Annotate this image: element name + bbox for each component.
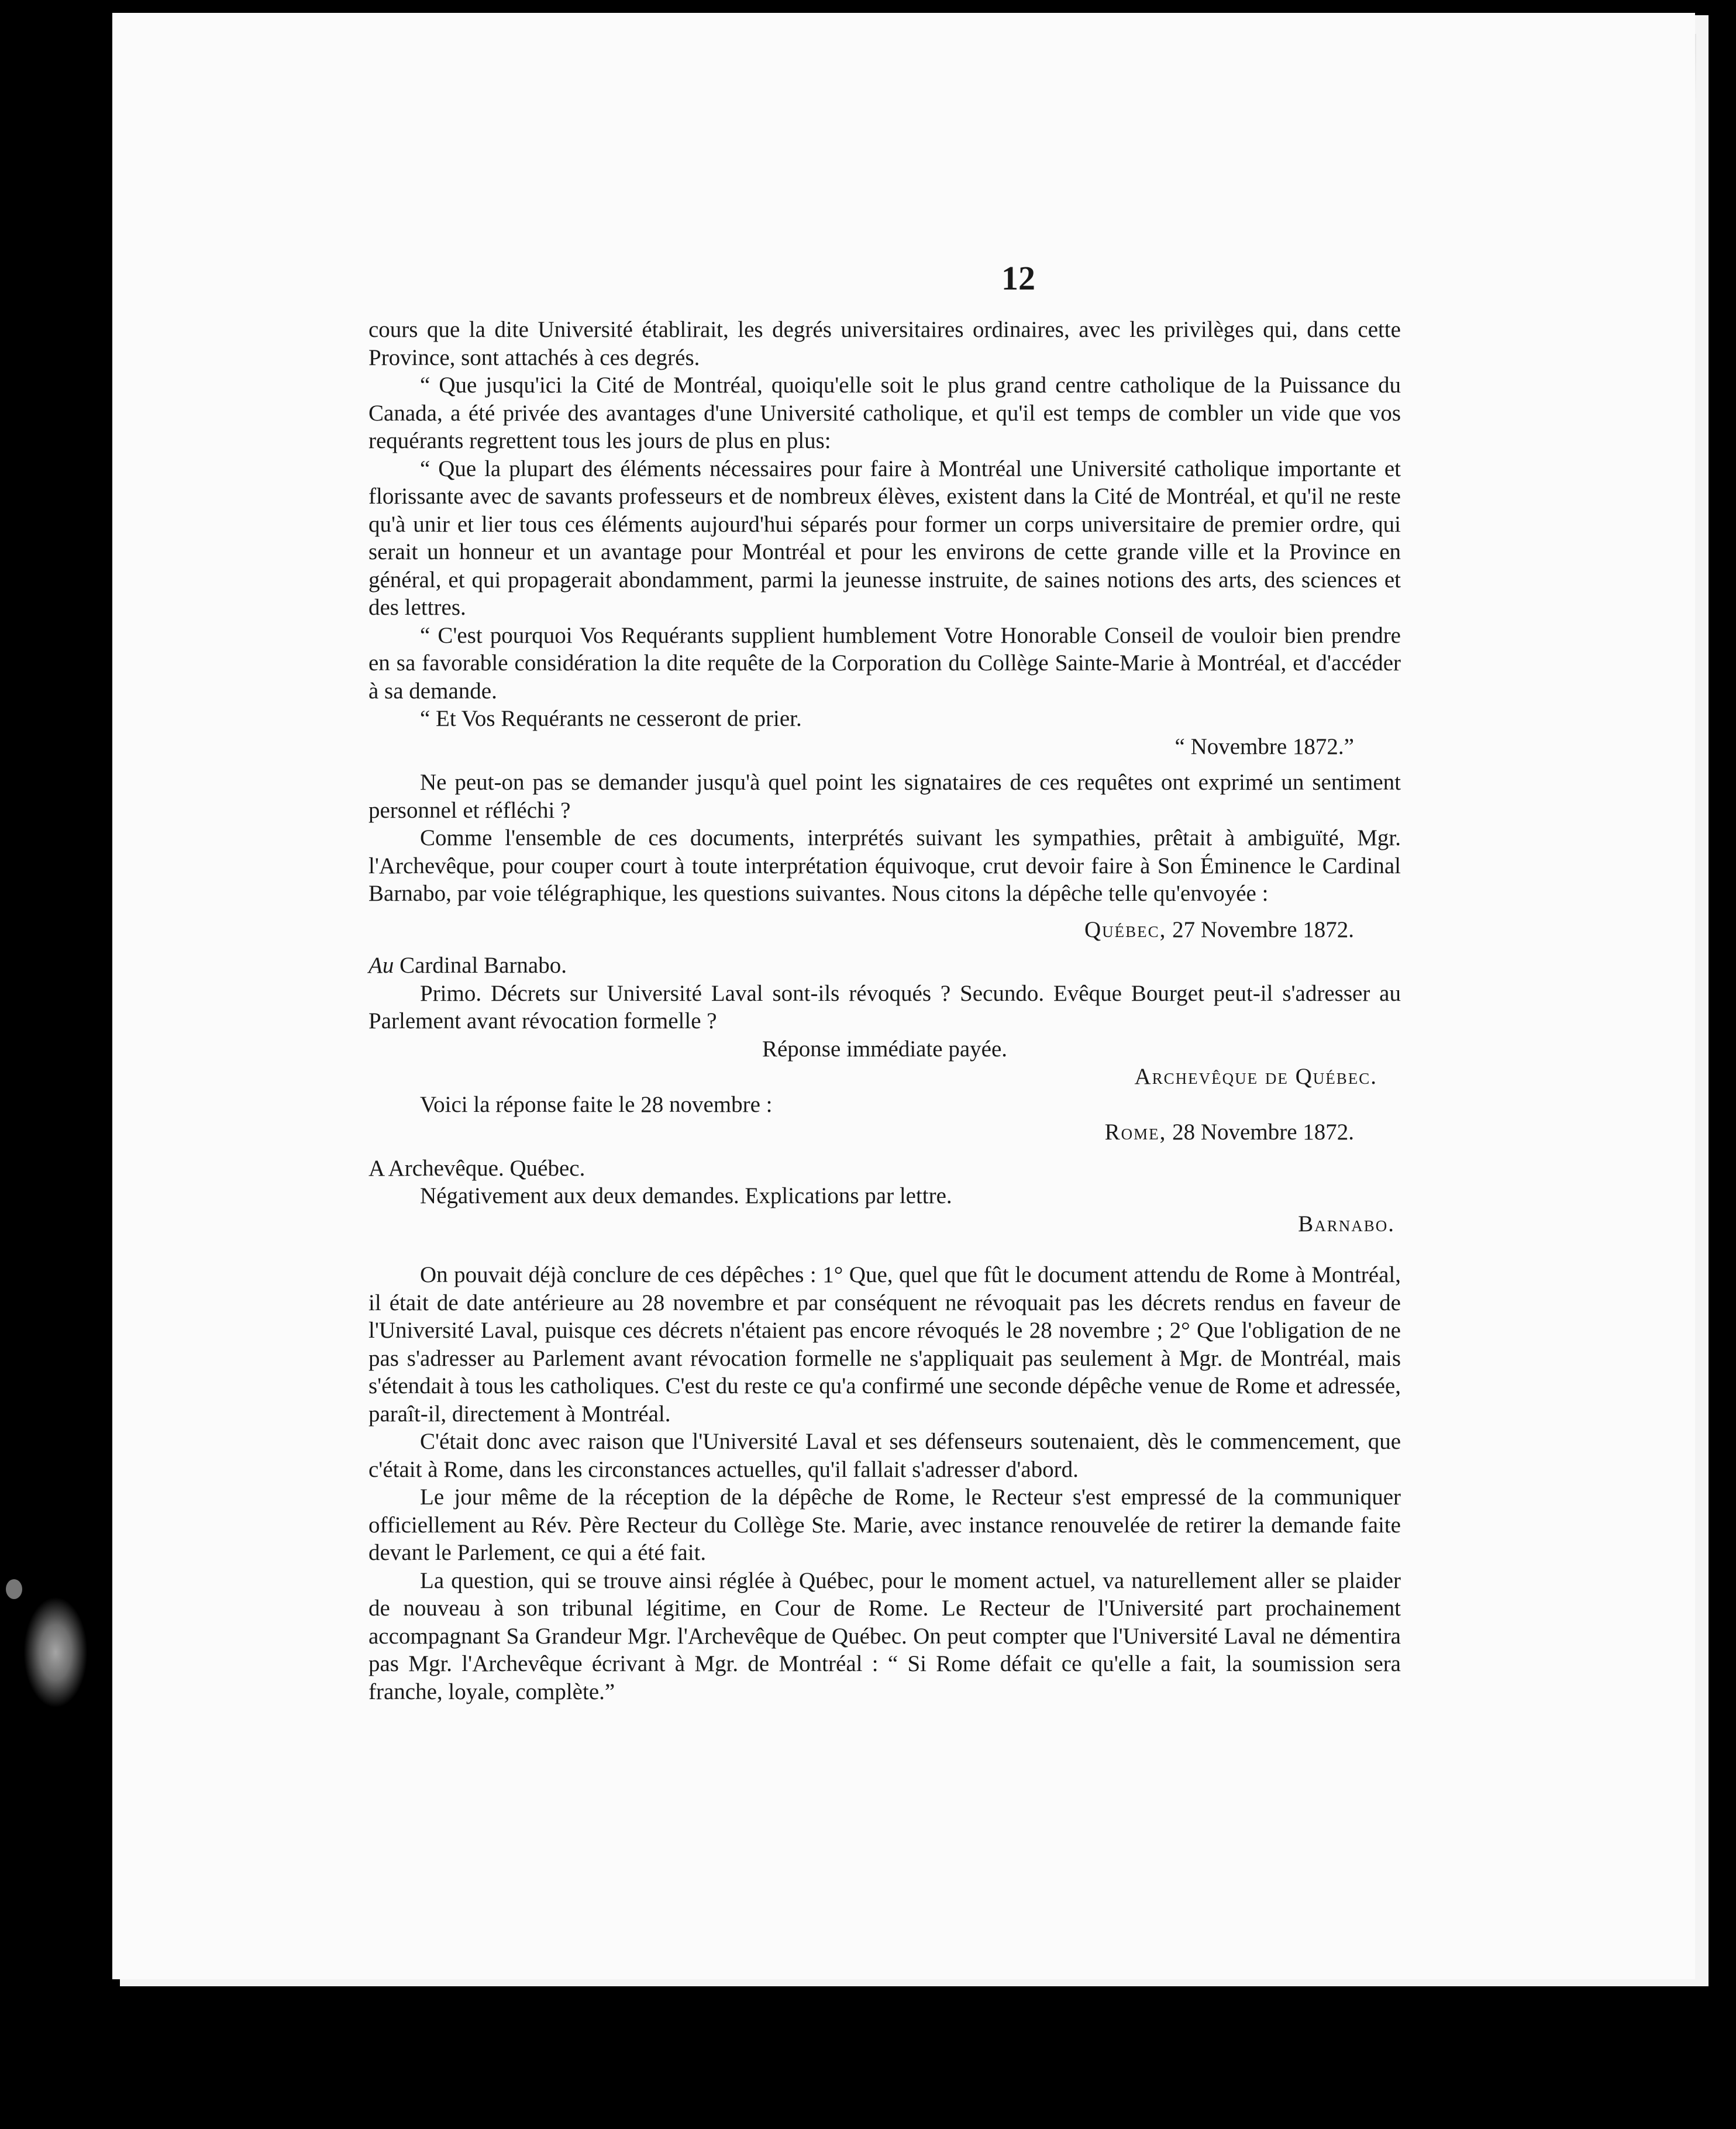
paragraph: Ne peut-on pas se demander jusqu'à quel point les signataires de ces requêtes ont exprimé un sentiment personnel et réfléchi ? xyxy=(368,770,1401,823)
telegram-1-signature: Archevêque de Québec. xyxy=(1134,1064,1377,1089)
paragraph: Comme l'ensemble de ces documents, interprétés suivant les sympathies, prêtait à ambiguïté, Mgr. l'Archevêque, pour couper court à toute interprétation équivoque, crut devoir faire à Son Éminence le Cardinal Barnabo, par voie télégraphique, les questions suivantes. Nous citons la dépêche telle qu'envoyée : xyxy=(368,825,1401,906)
paragraph: cours que la dite Université établirait, les degrés universitaires ordinaires, avec les privilèges qui, dans cette Province, sont attachés à ces degrés. xyxy=(368,317,1401,370)
paragraph: “ Que jusqu'ici la Cité de Montréal, quoiqu'elle soit le plus grand centre catholique de la Puissance du Canada, a été privée des avantages d'une Université catholique, et qu'il est temps de combler un vide que vos requérants regrettent tous les jours de plus en plus: xyxy=(368,373,1401,453)
paragraph: “ Que la plupart des éléments nécessaires pour faire à Montréal une Université catholique importante et florissante avec de savants professeurs et de nombreux élèves, existent dans la Cité de Montréal, et qu'il ne reste qu'à unir et lier tous ces éléments aujourd'hui séparés pour former un corps universitaire de premier ordre, qui serait un honneur et un avantage pour Montréal et pour les environs de cette grande ville et la Province en général, et qui propagerait abondamment, parmi la jeunesse instruite, de saines notions des arts, des sciences et des lettres. xyxy=(368,456,1401,620)
paragraph: “ C'est pourquoi Vos Requérants supplient humblement Votre Honorable Conseil de vouloir bien prendre en sa favorable considération la dite requête de la Corporation du Collège Sainte-Marie à Montréal, et d'accéder à sa demande. xyxy=(368,622,1401,704)
paragraph: La question, qui se trouve ainsi réglée à Québec, pour le moment actuel, va naturellement aller se plaider de nouveau à son tribunal légitime, en Cour de Rome. Le Recteur de l'Université part prochainement accompagnant Sa Grandeur Mgr. l'Archevêque de Québec. On peut compter que l'Université Laval ne démentira pas Mgr. l'Archevêque écrivant à Mgr. de Montréal : “ Si Rome défait ce qu'elle a fait, la soumission sera franche, loyale, complète.” xyxy=(368,1568,1401,1704)
body-text xyxy=(368,316,1401,1706)
paragraph: Le jour même de la réception de la dépêche de Rome, le Recteur s'est empressé de la communiquer officiellement au Rév. Père Recteur du Collège Ste. Marie, avec instance renouvelée de retirer la demande faite devant le Parlement, ce qui a été fait. xyxy=(368,1484,1401,1565)
telegram-2-body: Négativement aux deux demandes. Explications par lettre. xyxy=(420,1183,952,1208)
paragraph: “ Et Vos Requérants ne cesseront de prier. xyxy=(420,706,802,731)
telegram-1-note: Réponse immédiate payée. xyxy=(762,1036,1008,1062)
telegram-1-dateline xyxy=(368,916,1401,944)
telegram-2-addressee: A Archevêque. Québec. xyxy=(368,1155,585,1181)
telegram-1-body: Primo. Décrets sur Université Laval sont-ils révoqués ? Secundo. Evêque Bourget peut-il s'adresser au Parlement avant révocation formelle ? xyxy=(368,980,1401,1034)
scan-artifact xyxy=(6,1579,22,1599)
telegram-2-date: 28 Novembre 1872. xyxy=(1172,1119,1354,1145)
addressee-prefix: Au xyxy=(368,953,394,978)
petition-date: “ Novembre 1872.” xyxy=(1174,733,1354,759)
scan-artifact xyxy=(23,1597,88,1708)
telegram-1-date: 27 Novembre 1872. xyxy=(1172,917,1354,942)
paragraph: C'était donc avec raison que l'Université Laval et ses défenseurs soutenaient, dès le commencement, que c'était à Rome, dans les circonstances actuelles, qu'il fallait s'adresser d'abord. xyxy=(368,1429,1401,1482)
telegram-1-place: Québec, xyxy=(1084,917,1167,942)
telegram-1-addressee xyxy=(368,952,1401,980)
telegram-2-dateline xyxy=(368,1118,1401,1146)
addressee-name: Cardinal Barnabo. xyxy=(394,953,567,978)
telegram-2-place: Rome, xyxy=(1104,1119,1167,1145)
paragraph: On pouvait déjà conclure de ces dépêches : 1° Que, quel que fût le document attendu de Rome à Montréal, il était de date antérieure au 28 novembre et par conséquent ne révoquait pas les décrets rendus en faveur de l'Université Laval, puisque ces décrets n'étaient pas encore révoqués le 28 novembre ; 2° Que l'obligation de ne pas s'adresser au Parlement avant révocation formelle ne s'appliquait pas seulement à Mgr. de Montréal, mais s'étendait à tous les catholiques. C'est du reste ce qu'a confirmé une seconde dépêche venue de Rome et adressée, paraît-il, directement à Montréal. xyxy=(368,1262,1401,1427)
page-number: 12 xyxy=(1001,259,1035,297)
reply-intro: Voici la réponse faite le 28 novembre : xyxy=(420,1091,773,1117)
telegram-2-signature: Barnabo. xyxy=(1298,1211,1395,1236)
